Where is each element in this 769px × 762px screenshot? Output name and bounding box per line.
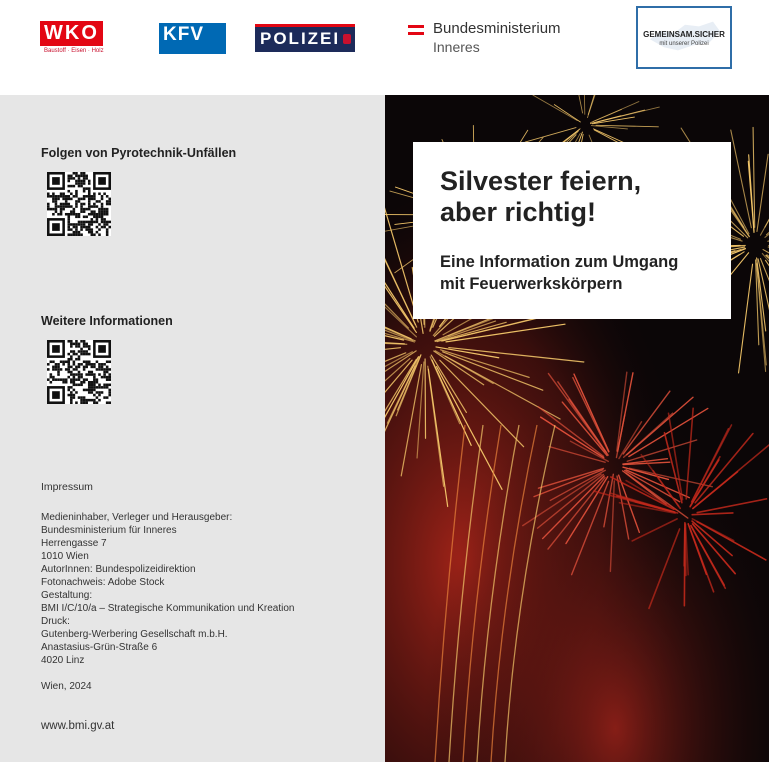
wko-logo [40,21,132,55]
fireworks-photo [385,95,769,762]
logo-header [0,0,769,95]
impressum-line: Fotonachweis: Adobe Stock [41,577,165,588]
bmi-logo-line1: Bundesministerium [433,20,561,37]
impressum-title: Impressum [41,481,93,493]
page-title-line: Silvester feiern, [440,166,642,196]
wko-logo-subtitle: Baustoff · Eisen · Holz [44,48,104,54]
kfv-logo [159,23,226,54]
page-title [440,166,641,228]
impressum-lines [41,511,294,667]
page-title-line: aber richtig! [440,197,597,227]
impressum-line: Gutenberg-Werbering Gesellschaft m.b.H. [41,629,228,640]
impressum-line: Bundesministerium für Inneres [41,525,177,536]
austria-flag-icon [408,25,424,35]
impressum-line: Anastasius-Grün-Straße 6 [41,642,158,653]
title-card [413,142,731,319]
impressum-line: BMI I/C/10/a – Strategische Kommunikation und Kreation [41,603,295,614]
website-link[interactable]: www.bmi.gv.at [41,720,115,732]
impressum-line: 4020 Linz [41,655,85,666]
eagle-icon [343,34,351,44]
impressum-line: AutorInnen: Bundespolizeidirektion [41,564,196,575]
impressum-line: Druck: [41,616,70,627]
kfv-logo-title: KFV [163,24,204,45]
gemeinsam-sicher-logo [636,6,732,69]
bmi-logo [408,20,588,60]
qr-heading-more-info: Weitere Informationen [41,314,173,328]
impressum-date: Wien, 2024 [41,681,92,692]
impressum-line: Medieninhaber, Verleger und Herausgeber: [41,512,233,523]
impressum-line: Herrengasse 7 [41,538,107,549]
qr-code-icon[interactable] [47,340,111,404]
impressum-line: Gestaltung: [41,590,93,601]
info-panel [0,95,385,762]
polizei-logo-title: POLIZEI [260,29,341,48]
polizei-logo [255,24,355,52]
impressum-line: 1010 Wien [41,551,89,562]
gemeinsam-sicher-subtitle: mit unserer Polizei [659,41,709,47]
qr-code-icon[interactable] [47,172,111,236]
page-subtitle-line: mit Feuerwerkskörpern [440,275,623,293]
page-subtitle-line: Eine Information zum Umgang [440,253,679,271]
bmi-logo-line2: Inneres [433,39,480,55]
page-subtitle [440,251,678,295]
qr-heading-accidents: Folgen von Pyrotechnik-Unfällen [41,146,237,160]
gemeinsam-sicher-title: GEMEINSAM.SICHER [643,30,725,39]
wko-logo-title: WKO [40,21,103,46]
